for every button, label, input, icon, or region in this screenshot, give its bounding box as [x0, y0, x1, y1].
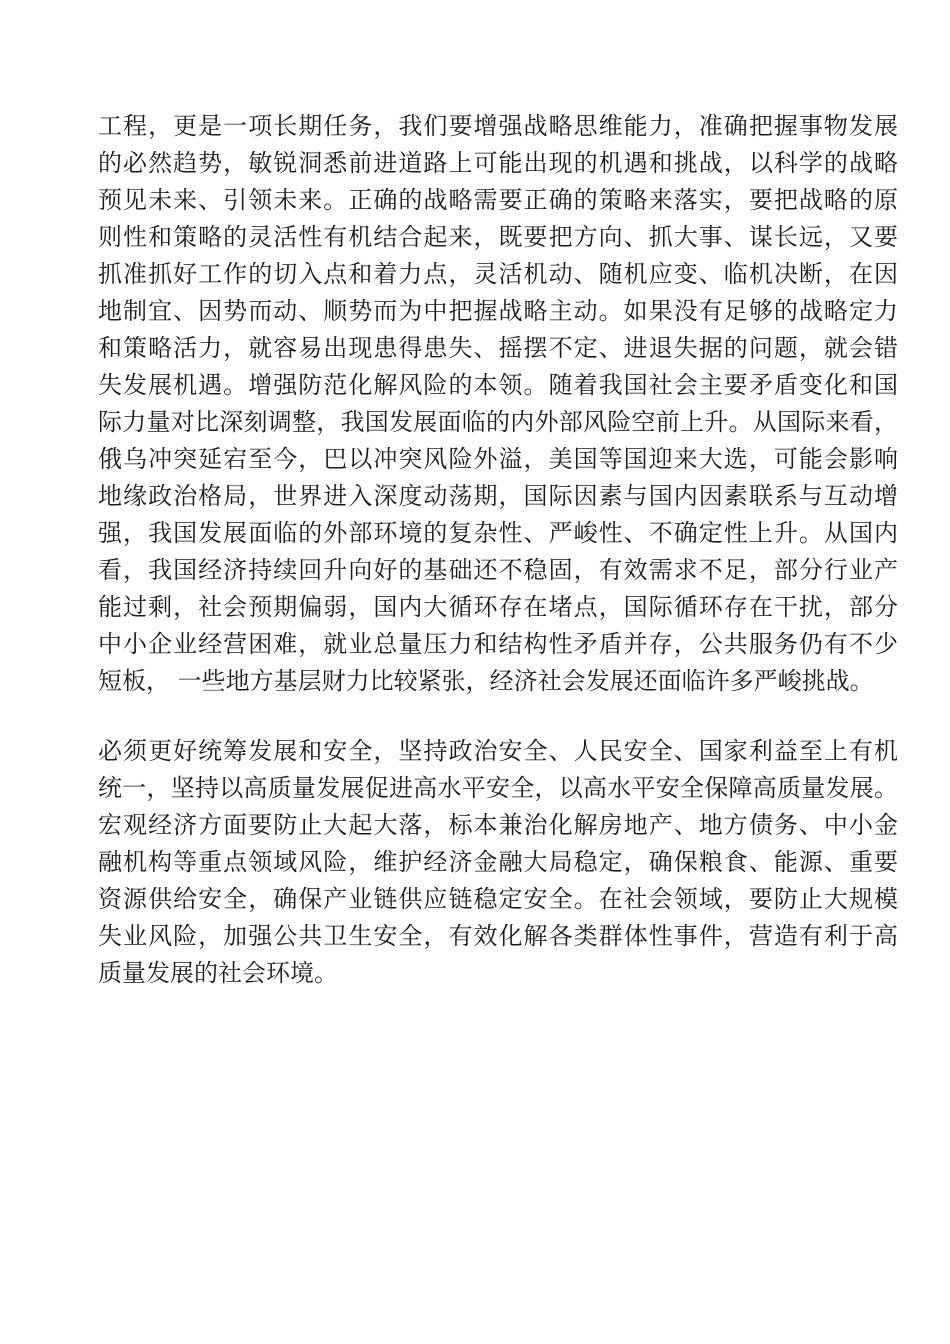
text-line: 地缘政治格局，世界进入深度动荡期，国际因素与国内因素联系与互动增 — [98, 482, 898, 510]
text-line: 融机构等重点领域风险，维护经济金融大局稳定，确保粮食、能源、重要 — [98, 848, 898, 876]
text-line: 能过剩，社会预期偏弱，国内大循环存在堵点，国际循环存在干扰，部分 — [98, 593, 898, 621]
text-line: 必须更好统筹发展和安全，坚持政治安全、人民安全、国家利益至上有机 — [98, 737, 898, 765]
text-line: 强，我国发展面临的外部环境的复杂性、严峻性、不确定性上升。从国内 — [98, 519, 898, 547]
text-line: 质量发展的社会环境。 — [98, 959, 338, 987]
paragraph-2 — [98, 733, 898, 992]
paragraph-1 — [98, 108, 898, 700]
text-line: 抓准抓好工作的切入点和着力点，灵活机动、随机应变、临机决断，在因 — [98, 260, 898, 288]
text-line: 看，我国经济持续回升向好的基础还不稳固，有效需求不足，部分行业产 — [98, 556, 898, 584]
text-line: 地制宜、因势而动、顺势而为中把握战略主动。如果没有足够的战略定力 — [98, 297, 898, 325]
text-line: 预见未来、引领未来。正确的战略需要正确的策略来落实，要把战略的原 — [98, 186, 898, 214]
text-line: 宏观经济方面要防止大起大落，标本兼治化解房地产、地方债务、中小金 — [98, 811, 898, 839]
text-line: 失发展机遇。增强防范化解风险的本领。随着我国社会主要矛盾变化和国 — [98, 371, 898, 399]
text-line: 俄乌冲突延宕至今，巴以冲突风险外溢，美国等国迎来大选，可能会影响 — [98, 445, 898, 473]
text-line: 短板， 一些地方基层财力比较紧张，经济社会发展还面临许多严峻挑战。 — [98, 667, 874, 695]
text-line: 的必然趋势，敏锐洞悉前进道路上可能出现的机遇和挑战，以科学的战略 — [98, 149, 898, 177]
text-line: 和策略活力，就容易出现患得患失、摇摆不定、进退失据的问题，就会错 — [98, 334, 898, 362]
text-line: 则性和策略的灵活性有机结合起来，既要把方向、抓大事、谋长远，又要 — [98, 223, 898, 251]
text-line: 统一，坚持以高质量发展促进高水平安全，以高水平安全保障高质量发展。 — [98, 774, 898, 802]
text-line: 失业风险，加强公共卫生安全，有效化解各类群体性事件，营造有利于高 — [98, 922, 898, 950]
text-line: 资源供给安全，确保产业链供应链稳定安全。在社会领域，要防止大规模 — [98, 885, 898, 913]
text-line: 际力量对比深刻调整，我国发展面临的内外部风险空前上升。从国际来看， — [98, 408, 898, 436]
text-line: 中小企业经营困难，就业总量压力和结构性矛盾并存，公共服务仍有不少 — [98, 630, 898, 658]
text-line: 工程，更是一项长期任务，我们要增强战略思维能力，准确把握事物发展 — [98, 112, 898, 140]
